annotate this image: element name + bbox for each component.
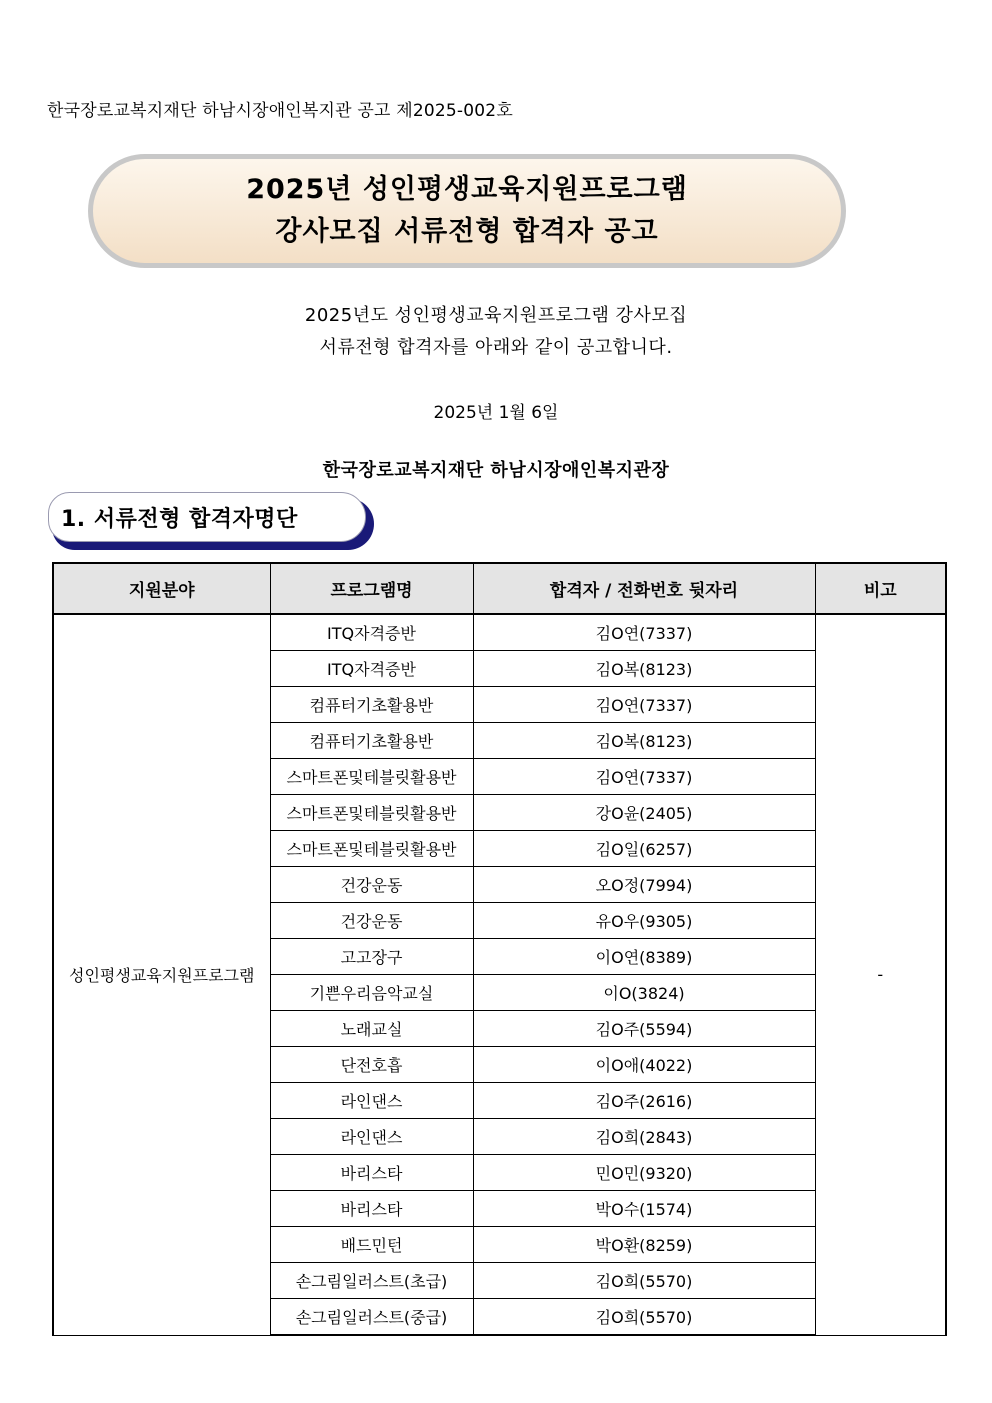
cell-program: 배드민턴 [270,1227,473,1263]
title-banner [88,154,846,268]
cell-applicant: 김O복(8123) [473,651,815,687]
cell-program: 건강운동 [270,867,473,903]
cell-applicant: 민O민(9320) [473,1155,815,1191]
cell-applicant: 김O희(5570) [473,1299,815,1336]
cell-applicant: 김O복(8123) [473,723,815,759]
organization-name: 한국장로교복지재단 하남시장애인복지관장 [322,460,670,481]
header-program: 프로그램명 [270,563,473,614]
cell-program: 라인댄스 [270,1083,473,1119]
cell-program: 스마트폰및테블릿활용반 [270,831,473,867]
notice-number: 한국장로교복지재단 하남시장애인복지관 공고 제2025-002호 [47,101,513,121]
cell-program: ITQ자격증반 [270,651,473,687]
cell-program: 노래교실 [270,1011,473,1047]
cell-applicant: 김O연(7337) [473,614,815,651]
intro-text [0,300,992,364]
title-line-2: 강사모집 서류전형 합격자 공고 [275,216,659,247]
title-line-1: 2025년 성인평생교육지원프로그램 [246,174,688,205]
section-heading [48,492,374,550]
cell-applicant: 김O희(5570) [473,1263,815,1299]
cell-program: 손그림일러스트(중급) [270,1299,473,1336]
cell-applicant: 강O윤(2405) [473,795,815,831]
cell-applicant: 김O연(7337) [473,759,815,795]
cell-applicant: 박O수(1574) [473,1191,815,1227]
intro-line-1: 2025년도 성인평생교육지원프로그램 강사모집 [304,305,688,326]
section-heading-label: 1. 서류전형 합격자명단 [48,492,366,542]
cell-program: 손그림일러스트(초급) [270,1263,473,1299]
cell-program: 라인댄스 [270,1119,473,1155]
cell-program: 바리스타 [270,1155,473,1191]
cell-program: 컴퓨터기초활용반 [270,723,473,759]
cell-program: 바리스타 [270,1191,473,1227]
cell-applicant: 김O주(5594) [473,1011,815,1047]
cell-field: 성인평생교육지원프로그램 [53,614,270,1335]
header-note: 비고 [815,563,946,614]
cell-applicant: 김O일(6257) [473,831,815,867]
cell-applicant: 유O우(9305) [473,903,815,939]
cell-program: 스마트폰및테블릿활용반 [270,759,473,795]
table-body [53,614,946,1335]
applicant-table [52,562,947,1336]
cell-note: - [815,614,946,1335]
cell-applicant: 김O희(2843) [473,1119,815,1155]
cell-program: 고고장구 [270,939,473,975]
header-field: 지원분야 [53,563,270,614]
cell-program: 컴퓨터기초활용반 [270,687,473,723]
table-row [53,614,946,651]
cell-applicant: 오O정(7994) [473,867,815,903]
cell-program: 스마트폰및테블릿활용반 [270,795,473,831]
notice-date: 2025년 1월 6일 [433,403,559,423]
cell-program: 건강운동 [270,903,473,939]
cell-program: 기쁜우리음악교실 [270,975,473,1011]
cell-applicant: 박O환(8259) [473,1227,815,1263]
cell-program: ITQ자격증반 [270,614,473,651]
cell-applicant: 이O애(4022) [473,1047,815,1083]
cell-program: 단전호흡 [270,1047,473,1083]
intro-line-2: 서류전형 합격자를 아래와 같이 공고합니다. [319,337,673,358]
header-applicant: 합격자 / 전화번호 뒷자리 [473,563,815,614]
cell-applicant: 김O주(2616) [473,1083,815,1119]
table-header-row [53,563,946,614]
cell-applicant: 이O연(8389) [473,939,815,975]
cell-applicant: 김O연(7337) [473,687,815,723]
cell-applicant: 이O(3824) [473,975,815,1011]
